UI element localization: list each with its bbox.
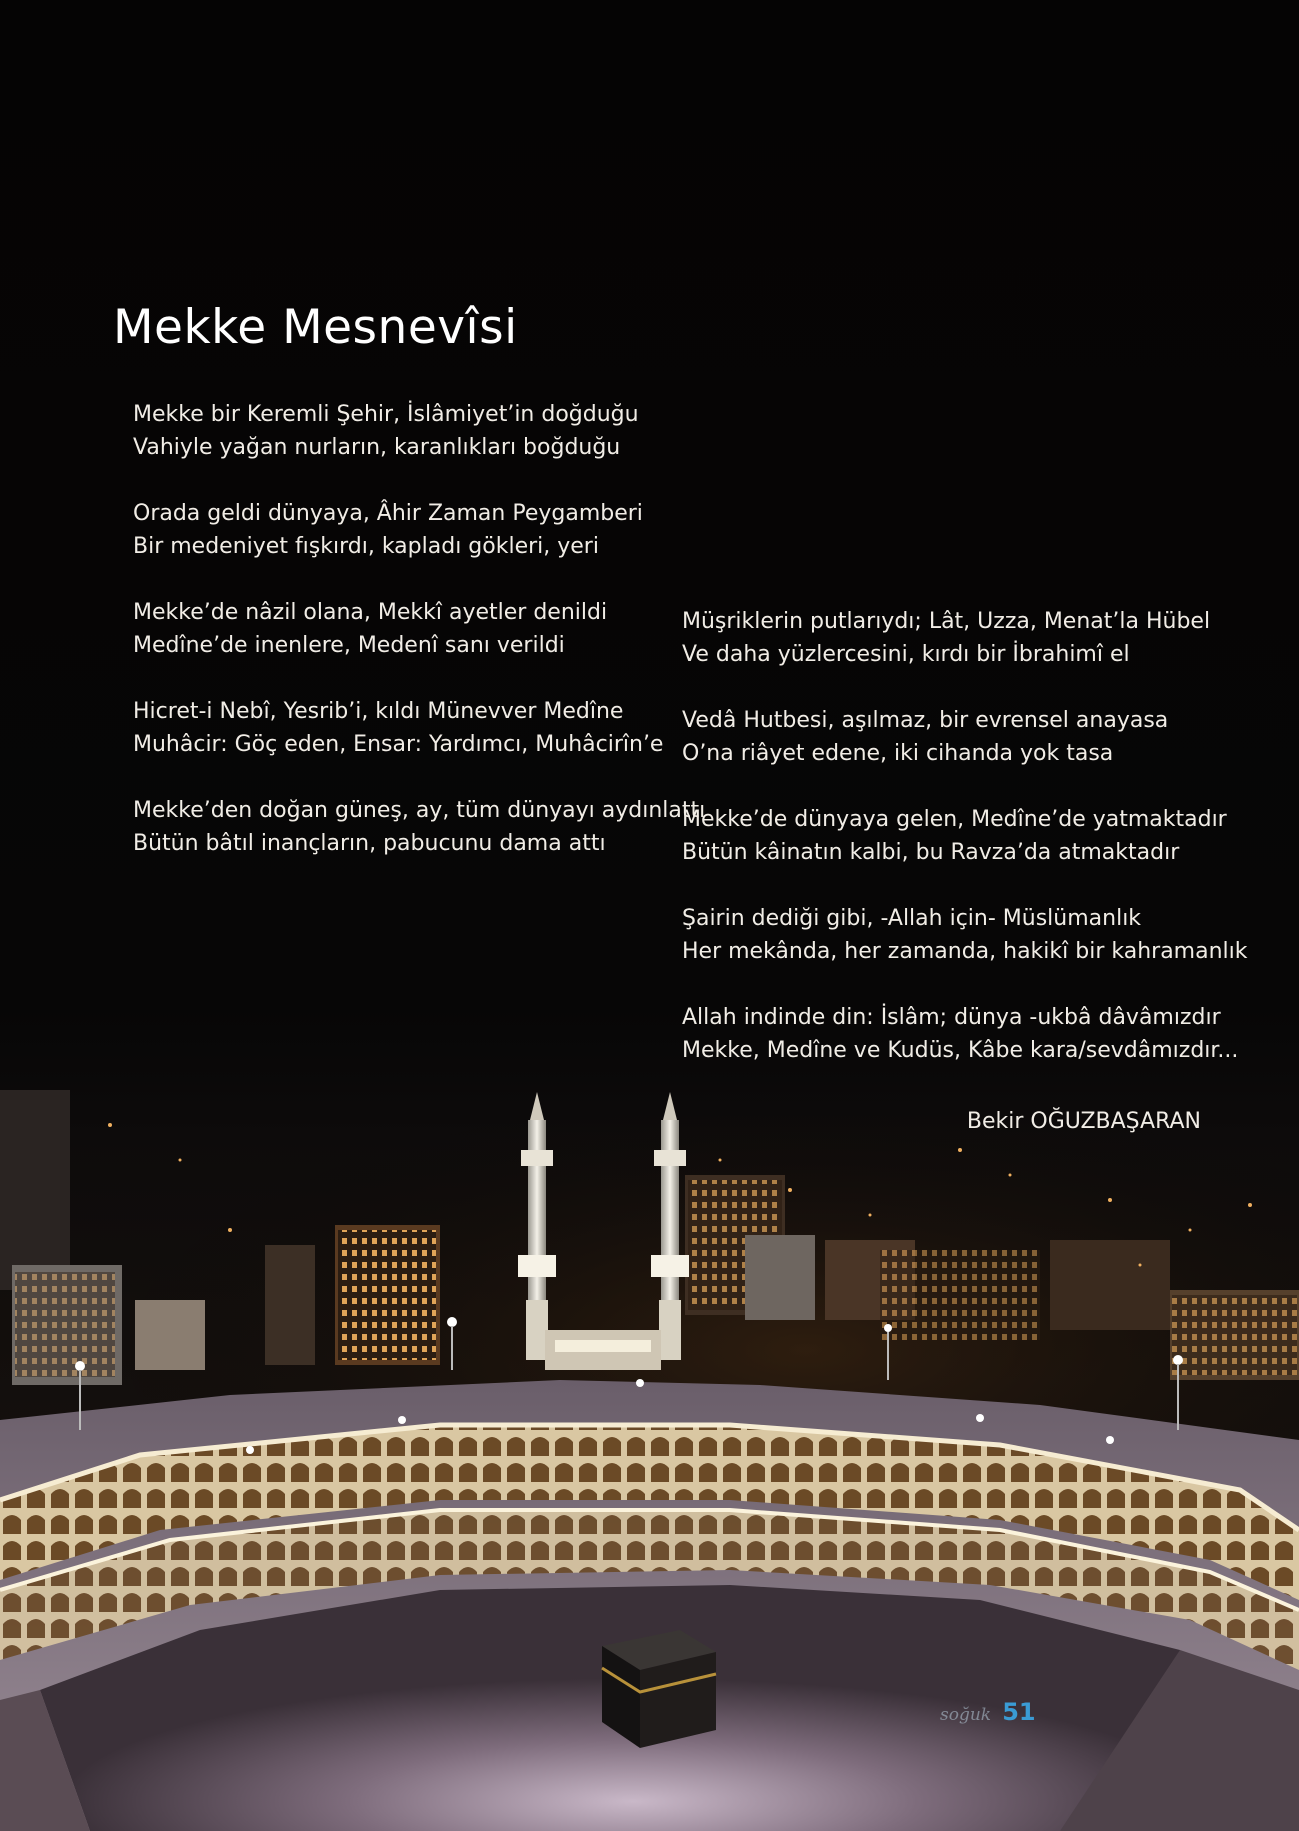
verse-line: O’na riâyet edene, iki cihanda yok tasa	[682, 741, 1114, 766]
verse-line: Mekke, Medîne ve Kudüs, Kâbe kara/sevdâmızdır...	[682, 1038, 1239, 1063]
verse-line: Müşriklerin putlarıydı; Lât, Uzza, Menat’la Hübel	[682, 609, 1211, 634]
stanza	[133, 398, 693, 464]
stanza	[133, 794, 706, 860]
verse-line: Mekke bir Keremli Şehir, İslâmiyet’in doğduğu	[133, 402, 639, 427]
poem-column-right	[682, 605, 1248, 1100]
verse-line: Medîne’de inenlere, Medenî sanı verildi	[133, 633, 565, 658]
stanza	[682, 704, 1242, 770]
poem-title: Mekke Mesnevîsi	[113, 300, 518, 355]
poem-author: Bekir OĞUZBAŞARAN	[966, 1109, 1201, 1134]
verse-line: Bütün bâtıl inançların, pabucunu dama attı	[133, 831, 606, 856]
verse-line: Bir medeniyet fışkırdı, kapladı gökleri, yeri	[133, 534, 599, 559]
verse-line: Mekke’den doğan güneş, ay, tüm dünyayı aydınlattı	[133, 798, 706, 823]
stanza	[682, 605, 1242, 671]
page-folio	[940, 1698, 1036, 1726]
stanza	[133, 695, 693, 761]
verse-line: Vedâ Hutbesi, aşılmaz, bir evrensel anayasa	[682, 708, 1169, 733]
verse-line: Muhâcir: Göç eden, Ensar: Yardımcı, Muhâcirîn’e	[133, 732, 664, 757]
verse-line: Bütün kâinatın kalbi, bu Ravza’da atmaktadır	[682, 840, 1180, 865]
verse-line: Mekke’de nâzil olana, Mekkî ayetler denildi	[133, 600, 608, 625]
verse-line: Hicret-i Nebî, Yesrib’i, kıldı Münevver Medîne	[133, 699, 624, 724]
stanza	[682, 1001, 1242, 1067]
verse-line: Mekke’de dünyaya gelen, Medîne’de yatmaktadır	[682, 807, 1227, 832]
verse-line: Orada geldi dünyaya, Âhir Zaman Peygamberi	[133, 501, 643, 526]
verse-line: Vahiyle yağan nurların, karanlıkları boğduğu	[133, 435, 621, 460]
verse-line: Şairin dediği gibi, -Allah için- Müslümanlık	[682, 906, 1142, 931]
poem-column-left	[133, 398, 706, 893]
stanza	[682, 902, 1248, 968]
stanza	[133, 596, 693, 662]
verse-line: Her mekânda, her zamanda, hakikî bir kahramanlık	[682, 939, 1248, 964]
verse-line: Ve daha yüzlercesini, kırdı bir İbrahimî el	[682, 642, 1130, 667]
stanza	[682, 803, 1242, 869]
verse-line: Allah indinde din: İslâm; dünya -ukbâ dâvâmızdır	[682, 1005, 1221, 1030]
page-number: 51	[1002, 1698, 1036, 1726]
stanza	[133, 497, 693, 563]
magazine-name: soğuk	[940, 1705, 992, 1725]
